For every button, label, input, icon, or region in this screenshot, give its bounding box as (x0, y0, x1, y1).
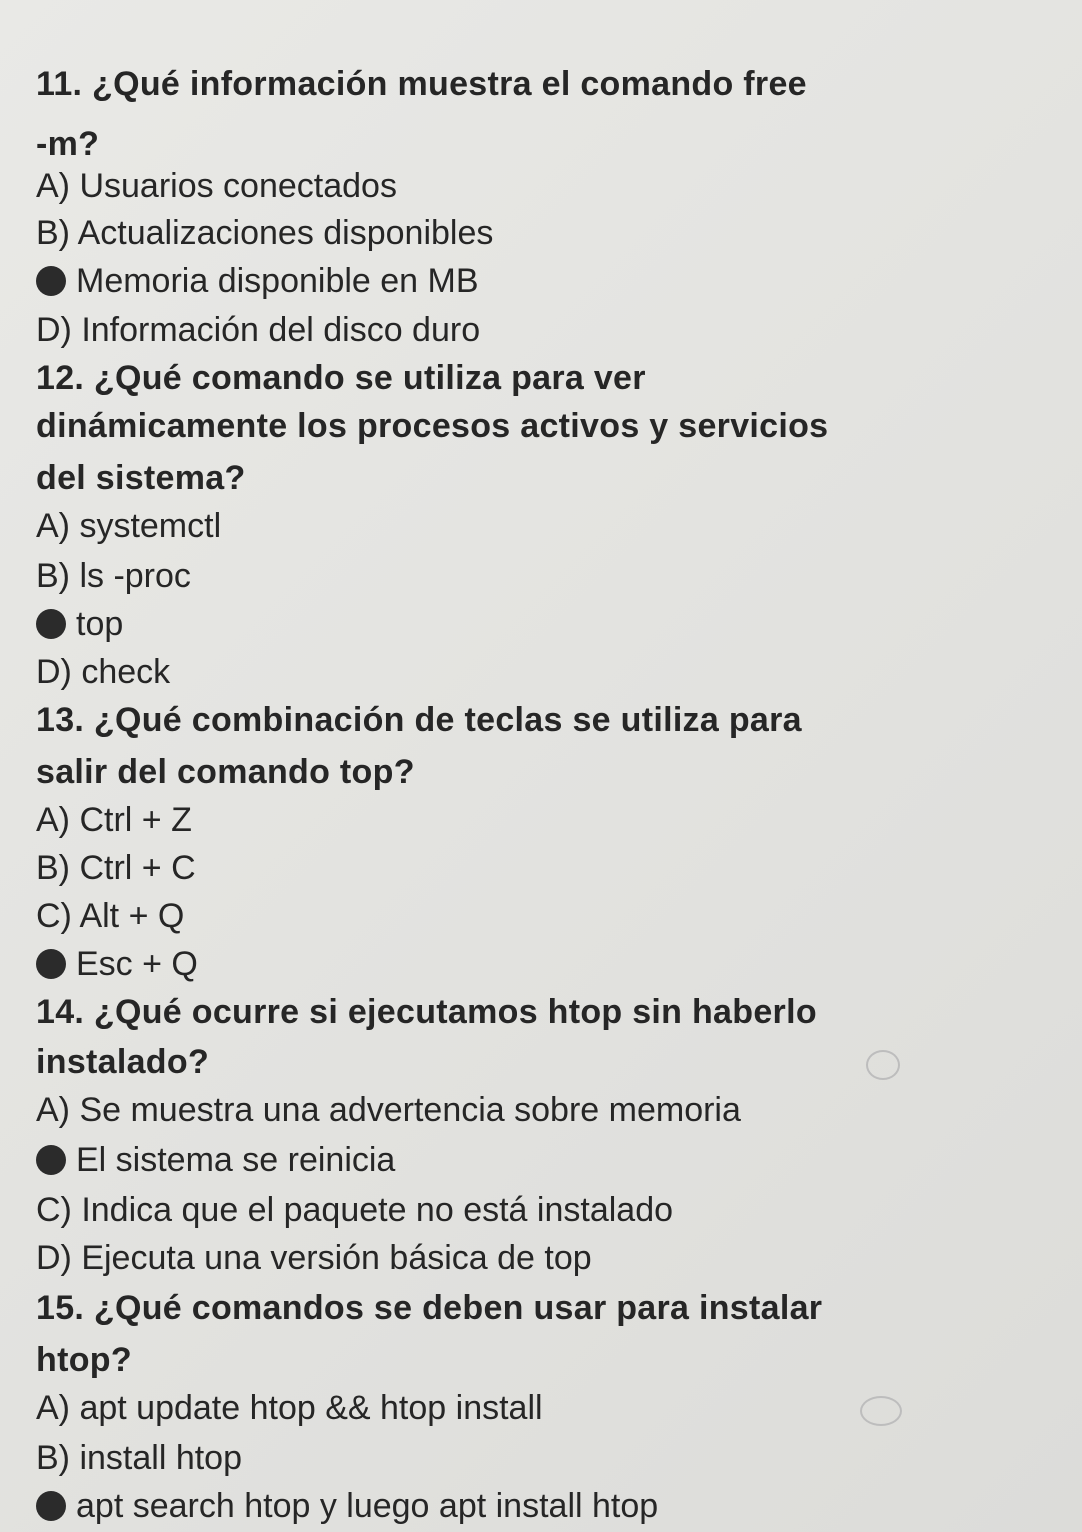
option-14-b-text: El sistema se reinicia (76, 1141, 396, 1179)
option-12-a (36, 506, 221, 546)
option-12-a-text: systemctl (79, 507, 222, 545)
question-15-line-2: htop? (36, 1341, 132, 1379)
option-15-a (36, 1388, 543, 1428)
question-14-line-2: instalado? (36, 1043, 210, 1081)
option-12-b-text: ls -proc (79, 557, 191, 595)
pencil-circle-mark-icon (860, 1396, 902, 1426)
option-11-d (36, 310, 480, 350)
option-11-a (36, 166, 397, 206)
option-13-d-text: Esc + Q (76, 945, 198, 983)
question-14-line-1: 14. ¿Qué ocurre si ejecutamos htop sin haberlo (36, 993, 817, 1031)
option-15-b-text: install htop (79, 1439, 242, 1477)
option-14-a (36, 1090, 741, 1130)
option-13-b-prefix: B) (36, 849, 80, 887)
option-12-a-prefix: A) (36, 507, 80, 545)
question-11-line-2: -m? (36, 125, 100, 163)
question-13-line-1: 13. ¿Qué combinación de teclas se utiliza para (36, 701, 802, 739)
question-12-line-2: dinámicamente los procesos activos y servicios (36, 407, 829, 445)
option-14-d-prefix: D) (36, 1239, 82, 1277)
question-12-line-1: 12. ¿Qué comando se utiliza para ver (36, 359, 646, 397)
option-13-c-prefix: C) (36, 897, 80, 935)
option-15-c (36, 1486, 658, 1526)
option-13-a (36, 800, 192, 840)
option-14-a-text: Se muestra una advertencia sobre memoria (79, 1091, 741, 1129)
option-13-b-text: Ctrl + C (79, 849, 196, 887)
option-14-c (36, 1190, 673, 1230)
option-13-d (36, 944, 198, 984)
option-11-b-prefix: B) (36, 214, 78, 252)
option-13-a-prefix: A) (36, 801, 80, 839)
option-11-d-prefix: D) (36, 311, 82, 349)
question-12-line-3: del sistema? (36, 459, 246, 497)
selected-answer-mark-icon (36, 1145, 66, 1175)
option-15-a-prefix: A) (36, 1389, 80, 1427)
option-13-c-text: Alt + Q (79, 897, 185, 935)
option-15-b-prefix: B) (36, 1439, 80, 1477)
option-14-b (36, 1140, 395, 1180)
option-14-d-text: Ejecuta una versión básica de top (81, 1239, 592, 1277)
question-13-line-2: salir del comando top? (36, 753, 415, 791)
option-15-a-text: apt update htop && htop install (79, 1389, 543, 1427)
selected-answer-mark-icon (36, 949, 66, 979)
option-11-c (36, 261, 479, 301)
question-11-line-1: 11. ¿Qué información muestra el comando free (36, 65, 807, 103)
option-12-c (36, 604, 123, 644)
option-14-c-prefix: C) (36, 1191, 82, 1229)
option-15-c-text: apt search htop y luego apt install htop (76, 1487, 659, 1525)
selected-answer-mark-icon (36, 266, 66, 296)
pencil-circle-mark-icon (866, 1050, 900, 1080)
option-14-a-prefix: A) (36, 1091, 80, 1129)
option-11-a-prefix: A) (36, 167, 80, 205)
selected-answer-mark-icon (36, 1491, 66, 1521)
option-12-d (36, 652, 170, 692)
option-14-d (36, 1238, 592, 1278)
option-11-c-text: Memoria disponible en MB (76, 262, 479, 300)
option-11-b (36, 213, 493, 253)
option-13-b (36, 848, 196, 888)
selected-answer-mark-icon (36, 609, 66, 639)
option-11-d-text: Información del disco duro (81, 311, 481, 349)
option-13-c (36, 896, 184, 936)
option-11-a-text: Usuarios conectados (79, 167, 397, 205)
option-15-b (36, 1438, 242, 1478)
option-12-b-prefix: B) (36, 557, 80, 595)
option-13-a-text: Ctrl + Z (79, 801, 192, 839)
option-11-b-text: Actualizaciones disponibles (77, 214, 494, 252)
option-12-d-prefix: D) (36, 653, 82, 691)
option-14-c-text: Indica que el paquete no está instalado (81, 1191, 674, 1229)
question-15-line-1: 15. ¿Qué comandos se deben usar para instalar (36, 1289, 823, 1327)
option-12-d-text: check (81, 653, 171, 691)
option-12-b (36, 556, 191, 596)
option-12-c-text: top (76, 605, 124, 643)
